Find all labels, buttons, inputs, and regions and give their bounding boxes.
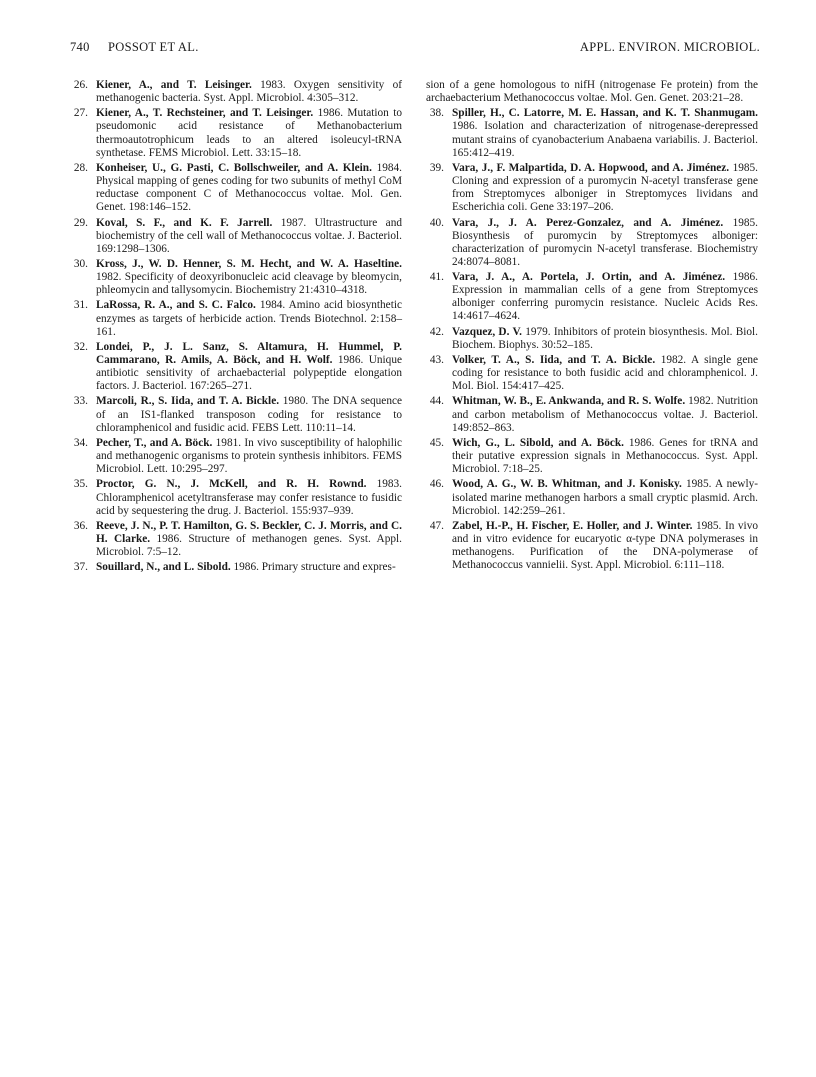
reference-item — [70, 107, 402, 159]
reference-text: 1986. Unique antibiotic sensitivity of archaebacterial polypeptide elongation factors. J. Bacteriol. 167:265–271. — [96, 354, 402, 393]
reference-authors: Proctor, G. N., J. McKell, and R. H. Rownd. — [96, 478, 367, 491]
reference-authors: Whitman, W. B., E. Ankwanda, and R. S. Wolfe. — [452, 395, 686, 408]
reference-text: 1987. Ultrastructure and biochemistry of the cell wall of Methanococcus voltae. J. Bacteriol. 169:1298–1306. — [96, 216, 402, 255]
reference-authors: Vara, J., J. A. Perez-Gonzalez, and A. Jiménez. — [452, 216, 724, 229]
reference-text: 1986. Genes for tRNA and their putative expression signals in Methanococcus. Syst. Appl. Microbiol. 7:18–25. — [452, 436, 758, 476]
reference-text: 1984. Physical mapping of genes coding for two subunits of methyl CoM reductase component C of Methanococcus voltae. Mol. Gen. Genet. 198:146–152. — [96, 161, 402, 214]
reference-text: 1982. Specificity of deoxyribonucleic acid cleavage by bleomycin, phleomycin and tallysomycin. Biochemistry 21:4310–4318. — [96, 271, 402, 297]
reference-authors: Volker, T. A., S. Iida, and T. A. Bickle. — [452, 354, 656, 366]
reference-text: 1986. Isolation and characterization of nitrogenase-derepressed mutant strains of cyanobacterium Anabaena variabilis. J. Bacteriol. 165:412–419. — [452, 120, 758, 159]
reference-item — [70, 79, 402, 105]
reference-authors: Londei, P., J. L. Sanz, S. Altamura, H. Hummel, P. Cammarano, R. Amils, A. Böck, and H. Wolf. — [96, 340, 402, 366]
reference-number: 26. — [73, 79, 88, 91]
reference-item — [70, 478, 402, 517]
reference-authors: Vazquez, D. V. — [452, 325, 522, 338]
reference-text: 1986. Mutation to pseudomonic acid resistance of Methanobacterium thermoautotrophicum leads to an altered isoleucyl-tRNA synthetase. FEMS Microbiol. Lett. 33:15–18. — [96, 107, 402, 159]
reference-number: 29. — [73, 216, 88, 229]
reference-text: 1986. Expression in mammalian cells of a gene from Streptomyces alboniger conferring puromycin resistance. Nucleic Acids Res. 14:4617–4624. — [452, 271, 758, 323]
reference-text: 1982. Nutrition and carbon metabolism of Methanococcus voltae. J. Bacteriol. 149:852–863. — [452, 395, 758, 434]
reference-number: 39. — [429, 161, 444, 174]
reference-number: 43. — [429, 354, 444, 366]
reference-item — [70, 437, 402, 476]
reference-continuation: sion of a gene homologous to nifH (nitrogenase Fe protein) from the archaebacterium Methanococcus voltae. Mol. Gen. Genet. 203:21–28. — [426, 79, 758, 105]
reference-item — [70, 258, 402, 297]
reference-item — [426, 326, 758, 352]
reference-text: 1985. A newly-isolated marine methanogen harbors a small cryptic plasmid. Arch. Microbiol. 142:259–261. — [452, 478, 758, 517]
reference-text: 1986. Primary structure and expres- — [230, 561, 396, 574]
reference-authors: Wood, A. G., W. B. Whitman, and J. Konisky. — [452, 478, 682, 491]
reference-text: 1983. Oxygen sensitivity of methanogenic bacteria. Syst. Appl. Microbiol. 4:305–312. — [96, 79, 402, 105]
reference-number: 46. — [429, 478, 444, 491]
reference-authors: Pecher, T., and A. Böck. — [96, 436, 213, 449]
reference-authors: Spiller, H., C. Latorre, M. E. Hassan, and K. T. Shanmugam. — [452, 107, 758, 120]
reference-item — [426, 354, 758, 393]
reference-text: 1980. The DNA sequence of an IS1-flanked transposon coding for resistance to chloramphenicol and fusidic acid. FEBS Lett. 110:11–14. — [96, 395, 402, 434]
reference-number: 37. — [73, 561, 88, 574]
reference-authors: Vara, J. A., A. Portela, J. Ortin, and A. Jiménez. — [452, 271, 726, 284]
reference-number: 36. — [73, 519, 88, 532]
reference-item — [426, 217, 758, 269]
reference-number: 44. — [429, 395, 444, 408]
reference-text: 1985. In vivo and in vitro evidence for eucaryotic α-type DNA polymerases in methanogens. Purification of the DNA-polymerase of Methanococcus vannielii. Syst. Appl. Microbiol. 6:111–118. — [452, 519, 758, 572]
reference-number: 32. — [73, 340, 88, 353]
reference-authors: Kiener, A., and T. Leisinger. — [96, 79, 252, 91]
page-header — [70, 40, 760, 60]
reference-authors: Konheiser, U., G. Pasti, C. Bollschweiler, and A. Klein. — [96, 161, 372, 174]
reference-item — [426, 162, 758, 214]
journal-name: APPL. ENVIRON. MICROBIOL. — [579, 40, 760, 54]
reference-item — [426, 478, 758, 517]
reference-authors: Kiener, A., T. Rechsteiner, and T. Leisinger. — [96, 107, 314, 120]
reference-number: 31. — [73, 299, 88, 312]
reference-item — [426, 107, 758, 159]
reference-authors: Reeve, J. N., P. T. Hamilton, G. S. Beckler, C. J. Morris, and C. H. Clarke. — [96, 519, 402, 545]
reference-number: 30. — [73, 257, 88, 270]
reference-authors: Marcoli, R., S. Iida, and T. A. Bickle. — [96, 395, 280, 408]
reference-item — [70, 395, 402, 434]
reference-item — [70, 162, 402, 214]
reference-number: 42. — [429, 325, 444, 338]
reference-text: 1983. Chloramphenicol acetyltransferase may confer resistance to fusidic acid by sequestering the drug. J. Bacteriol. 155:937–939. — [96, 478, 402, 517]
reference-number: 35. — [73, 478, 88, 491]
reference-authors: Souillard, N., and L. Sibold. — [96, 561, 231, 574]
running-authors: POSSOT ET AL. — [108, 40, 199, 54]
reference-text: 1986. Structure of methanogen genes. Syst. Appl. Microbiol. 7:5–12. — [96, 532, 402, 559]
reference-number: 41. — [429, 271, 444, 284]
reference-number: 45. — [429, 436, 444, 449]
reference-text: 1985. Cloning and expression of a puromycin N-acetyl transferase gene from Streptomyces alboniger in Streptomyces lividans and Escherichia coli. Gene 33:197–206. — [452, 161, 758, 214]
reference-authors: Kross, J., W. D. Henner, S. M. Hecht, and W. A. Haseltine. — [96, 257, 402, 270]
reference-authors: Vara, J., F. Malpartida, D. A. Hopwood, and A. Jiménez. — [452, 161, 730, 174]
reference-text: 1981. In vivo susceptibility of halophilic and methanogenic organisms to protein synthesis inhibitors. FEMS Microbiol. Lett. 10:295–297. — [96, 436, 402, 476]
reference-text: 1979. Inhibitors of protein biosynthesis. Mol. Biol. Biochem. Biophys. 30:52–185. — [452, 325, 759, 351]
reference-number: 28. — [73, 161, 88, 174]
reference-text: 1985. Biosynthesis of puromycin by Streptomyces alboniger: characterization of puromycin N-acetyl transferase. Biochemistry 24:8074–8081. — [452, 216, 758, 268]
reference-item — [426, 271, 758, 323]
reference-number: 47. — [429, 519, 444, 532]
reference-number: 34. — [73, 436, 88, 449]
reference-authors: LaRossa, R. A., and S. C. Falco. — [96, 299, 256, 312]
references-right-column — [426, 79, 758, 574]
reference-item — [70, 561, 402, 574]
reference-authors: Zabel, H.-P., H. Fischer, E. Holler, and J. Winter. — [452, 519, 693, 532]
reference-number: 27. — [73, 107, 88, 120]
reference-text: 1984. Amino acid biosynthetic enzymes as targets of herbicide action. Trends Biotechnol. 2:158–161. — [96, 299, 402, 338]
reference-number: 40. — [429, 216, 444, 229]
reference-authors: Koval, S. F., and K. F. Jarrell. — [96, 216, 273, 229]
reference-number: 38. — [429, 107, 444, 120]
reference-authors: Wich, G., L. Sibold, and A. Böck. — [452, 436, 625, 449]
reference-item — [70, 341, 402, 393]
reference-text: 1982. A single gene coding for resistance to both fusidic acid and chloramphenicol. J. Mol. Biol. 154:417–425. — [452, 354, 758, 393]
reference-item — [70, 520, 402, 559]
references-left-column — [70, 79, 402, 577]
reference-number: 33. — [73, 395, 88, 408]
reference-item — [426, 395, 758, 434]
reference-item — [70, 217, 402, 256]
reference-item — [70, 299, 402, 338]
page-number: 740 — [70, 40, 90, 54]
reference-item — [426, 520, 758, 572]
reference-item — [426, 437, 758, 476]
